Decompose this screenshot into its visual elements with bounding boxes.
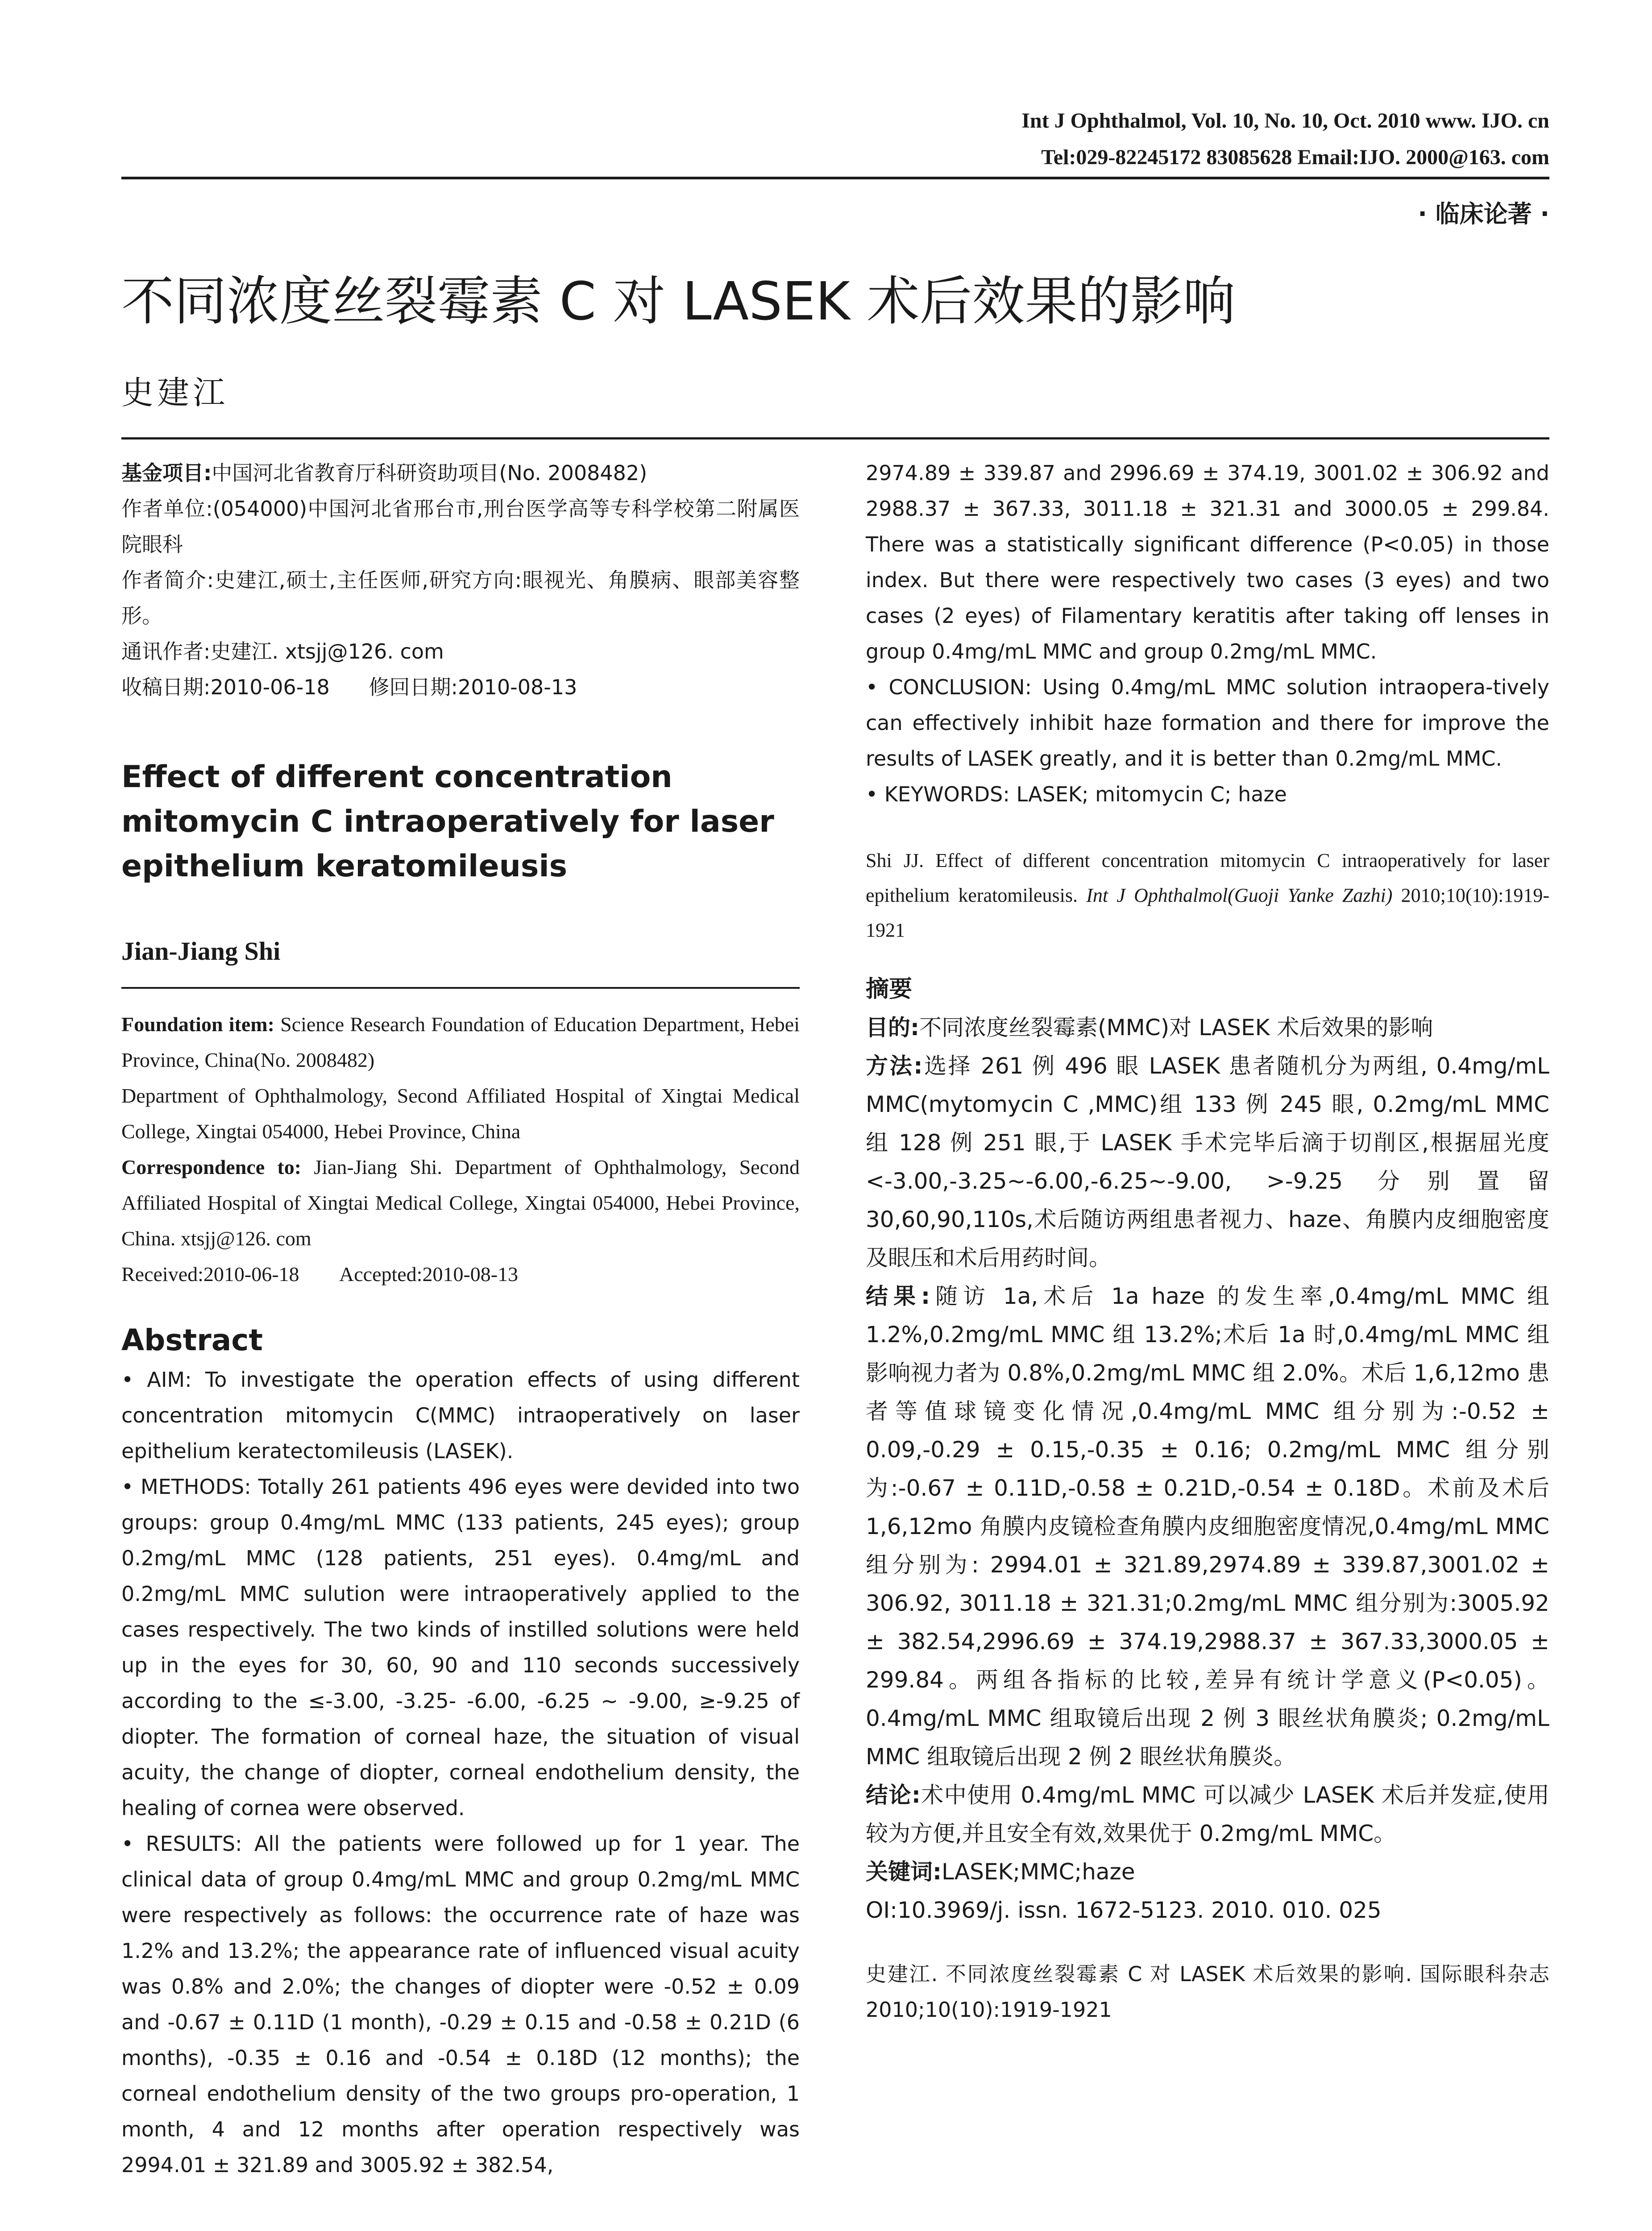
title-en: Effect of different concentration mitomycin C intraoperatively for laser epithelium keratomileusis: [121, 759, 774, 884]
abstract-results-continued: 2974.89 ± 339.87 and 2996.69 ± 374.19, 3001.02 ± 306.92 and 2988.37 ± 367.33, 3011.18 ± 321.31 and 3000.05 ± 299.84. There was a statistically significant difference (P<0.05) in those index. But there were respectively two cases (3 eyes) and two cases (2 eyes) of Filamentary keratitis after taking off lenses in group 0.4mg/mL MMC and group 0.2mg/mL MMC.: [866, 461, 1549, 663]
abstract-heading: Abstract: [121, 1323, 263, 1357]
left-column: [121, 455, 800, 2183]
abstract-left-body: [121, 1362, 800, 2183]
meta-dates: 收稿日期:2010-06-18 修回日期:2010-08-13: [121, 675, 577, 699]
cn-abstract-methods: 方法:选择 261 例 496 眼 LASEK 患者随机分为两组, 0.4mg/mL MMC(mytomycin C ,MMC)组 133 例 245 眼, 0.2mg/mL MMC 组 128 例 251 眼,于 LASEK 手术完毕后滴于切削区,根据屈光度<-3.00,-3.25~-6.00,-6.25~-9.00, >-9.25 分别置留 30,60,90,110s,术后随访两组患者视力、haze、角膜内皮细胞密度及眼压和术后用药时间。: [866, 1053, 1549, 1271]
en-dates: Received:2010-06-18 Accepted:2010-08-13: [121, 1263, 519, 1286]
journal-header-line2: Tel:029-82245172 83085628 Email:IJO. 2000@163. com: [1041, 145, 1549, 169]
journal-header-line1: Int J Ophthalmol, Vol. 10, No. 10, Oct. 2010 www. IJO. cn: [1021, 109, 1549, 133]
cn-abstract-heading: 摘要: [866, 976, 913, 1003]
citation-en: Shi JJ. Effect of different concentration mitomycin C intraoperatively for laser epithelium keratomileusis. Int J Ophthalmol(Guoji Yanke Zazhi) 2010;10(10):1919-1921: [866, 850, 1550, 941]
meta-affiliation: 作者单位:(054000)中国河北省邢台市,刑台医学高等专科学校第二附属医院眼科: [121, 497, 800, 556]
meta-author-bio: 作者简介:史建江,硕士,主任医师,研究方向:眼视光、角膜病、眼部美容整形。: [121, 568, 800, 628]
doi: OI:10.3969/j. issn. 1672-5123. 2010. 010. 025: [866, 1897, 1382, 1923]
right-column: [866, 455, 1549, 2028]
header-rule: [121, 177, 1549, 179]
abstract-results: • RESULTS: All the patients were followed up for 1 year. The clinical data of group 0.4mg/mL MMC and group 0.2mg/mL MMC were respectively as follows: the occurrence rate of haze was 1.2% and 13.2%; the appearance rate of influenced visual acuity was 0.8% and 2.0%; the changes of diopter were -0.52 ± 0.09 and -0.67 ± 0.11D (1 month), -0.29 ± 0.15 and -0.58 ± 0.21D (6 months), -0.35 ± 0.16 and -0.54 ± 0.18D (12 months); the corneal endothelium density of the two groups pro-operation, 1 month, 4 and 12 months after operation respectively was 2994.01 ± 321.89 and 3005.92 ± 382.54,: [121, 1832, 800, 2177]
meta-correspondence: 通讯作者:史建江. xtsjj@126. com: [121, 639, 444, 663]
cn-abstract-body: [866, 1008, 1549, 1929]
author-en: Jian-Jiang Shi: [121, 937, 281, 966]
en-department: Department of Ophthalmology, Second Affiliated Hospital of Xingtai Medical College, Xingtai 054000, Hebei Province, China: [121, 1084, 800, 1143]
en-correspondence: Correspondence to: Jian-Jiang Shi. Department of Ophthalmology, Second Affiliated Hospital of Xingtai Medical College, Xingtai 054000, Hebei Province, China. xtsjj@126. com: [121, 1156, 800, 1250]
cn-abstract-objective: 目的:不同浓度丝裂霉素(MMC)对 LASEK 术后效果的影响: [866, 1015, 1433, 1041]
cn-abstract-results: 结果:随访 1a,术后 1a haze 的发生率,0.4mg/mL MMC 组 1.2%,0.2mg/mL MMC 组 13.2%;术后 1a 时,0.4mg/mL MMC 组影响视力者为 0.8%,0.2mg/mL MMC 组 2.0%。术后 1,6,12mo 患者等值球镜变化情况,0.4mg/mL MMC 组分别为:-0.52 ± 0.09,-0.29 ± 0.15,-0.35 ± 0.16; 0.2mg/mL MMC 组分别为:-0.67 ± 0.11D,-0.58 ± 0.21D,-0.54 ± 0.18D。术前及术后 1,6,12mo 角膜内皮镜检查角膜内皮细胞密度情况,0.4mg/mL MMC 组分别为: 2994.01 ± 321.89,2974.89 ± 339.87,3001.02 ± 306.92, 3011.18 ± 321.31;0.2mg/mL MMC 组分别为:3005.92 ± 382.54,2996.69 ± 374.19,2988.37 ± 367.33,3000.05 ± 299.84。两组各指标的比较,差异有统计学意义(P<0.05)。 0.4mg/mL MMC 组取镜后出现 2 例 3 眼丝状角膜炎; 0.2mg/mL MMC 组取镜后出现 2 例 2 眼丝状角膜炎。: [866, 1283, 1550, 1770]
cn-abstract-conclusion: 结论:术中使用 0.4mg/mL MMC 可以减少 LASEK 术后并发症,使用较为方便,并且安全有效,效果优于 0.2mg/mL MMC。: [866, 1782, 1549, 1846]
section-label: · 临床论著 ·: [1418, 200, 1549, 228]
abstract-methods: • METHODS: Totally 261 patients 496 eyes were devided into two groups: group 0.4mg/mL MMC (133 patients, 245 eyes); group 0.2mg/mL MMC (128 patients, 251 eyes). 0.4mg/mL and 0.2mg/mL MMC sulution were intraoperatively applied to the cases respectively. The two kinds of instilled solutions were held up in the eyes for 30, 60, 90 and 110 seconds successively according to the ≤-3.00, -3.25- -6.00, -6.25 ~ -9.00, ≥-9.25 of diopter. The formation of corneal haze, the situation of visual acuity, the change of diopter, corneal endothelium density, the healing of cornea were observed.: [121, 1475, 800, 1820]
meta-foundation: 基金项目:中国河北省教育厅科研资助项目(No. 2008482): [121, 461, 648, 485]
abstract-right-body: [866, 455, 1549, 812]
title-rule: [121, 437, 1549, 440]
author-cn: 史建江: [121, 374, 229, 411]
cn-abstract-keywords: 关键词:LASEK;MMC;haze: [866, 1859, 1135, 1885]
en-foundation: Foundation item: Science Research Foundation of Education Department, Hebei Province, China(No. 2008482): [121, 1013, 800, 1071]
abstract-keywords: • KEYWORDS: LASEK; mitomycin C; haze: [866, 782, 1287, 806]
cn-meta-block: [121, 455, 800, 705]
en-meta-block: [121, 1007, 800, 1292]
author-rule: [121, 987, 800, 989]
abstract-conclusion: • CONCLUSION: Using 0.4mg/mL MMC solution intraopera-tively can effectively inhibit haze formation and there for improve the results of LASEK greatly, and it is better than 0.2mg/mL MMC.: [866, 675, 1550, 771]
abstract-aim: • AIM: To investigate the operation effects of using different concentration mitomycin C(MMC) intraoperatively on laser epithelium keratectomileusis (LASEK).: [121, 1368, 800, 1463]
citation-cn: 史建江. 不同浓度丝裂霉素 C 对 LASEK 术后效果的影响. 国际眼科杂志 2010;10(10):1919-1921: [866, 1962, 1549, 2022]
title-cn: 不同浓度丝裂霉素 C 对 LASEK 术后效果的影响: [121, 270, 1236, 332]
